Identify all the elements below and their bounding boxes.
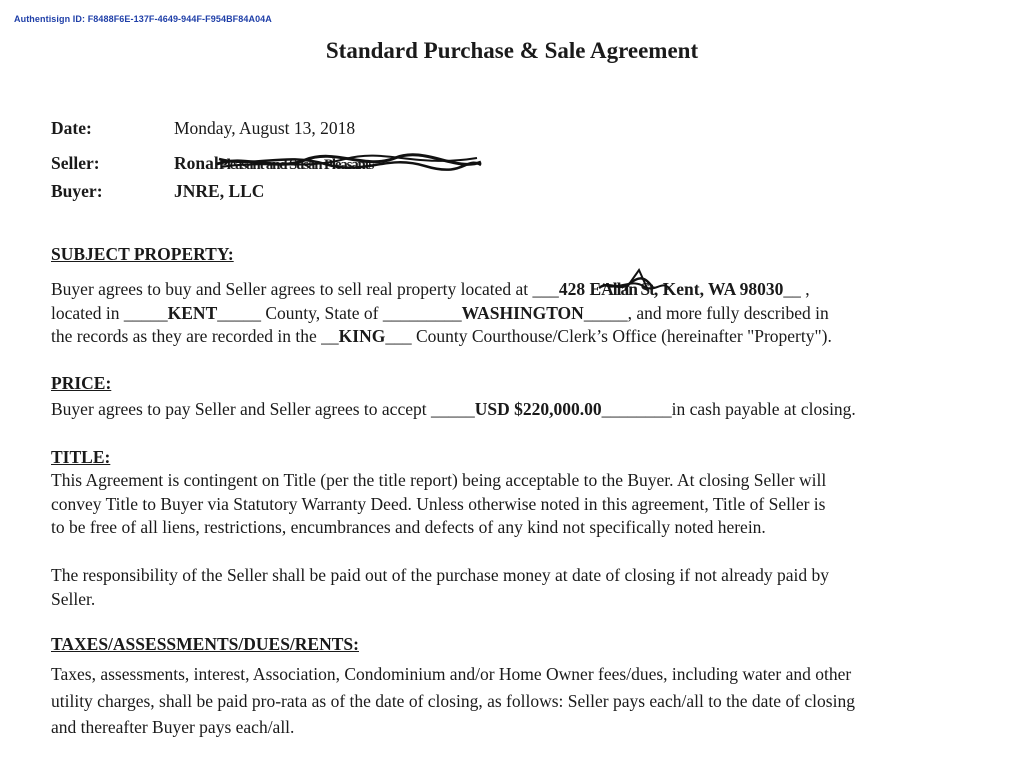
seller-redaction <box>219 153 373 174</box>
city-value: KENT <box>167 302 218 323</box>
subject-l2-c: _____, and more fully described in <box>583 302 829 323</box>
seller-label: Seller: <box>51 153 100 173</box>
taxes-l2: utility charges, shall be paid pro-rata as of the date of closing, as follows: Seller pays each/all to the date of closing <box>51 690 855 711</box>
price-text <box>51 398 981 422</box>
subject-line-3 <box>51 325 981 349</box>
title-p2-l1: The responsibility of the Seller shall be paid out of the purchase money at date of closing if not already paid by <box>51 565 830 585</box>
title-p1-l3: to be free of all liens, restrictions, encumbrances and defects of any kind not specifically noted herein. <box>51 517 766 537</box>
taxes-heading: TAXES/ASSESSMENTS/DUES/RENTS: <box>51 634 359 654</box>
price-amount: USD $220,000.00 <box>474 399 602 419</box>
title-p1-l2: convey Title to Buyer via Statutory Warranty Deed. Unless otherwise noted in this agreement, Title of Seller is <box>51 493 826 514</box>
subject-l2-a: located in _____ <box>51 302 168 323</box>
page-title: Standard Purchase & Sale Agreement <box>325 38 699 63</box>
subject-l3-b: ___ County Courthouse/Clerk’s Office (hereinafter "Property"). <box>385 326 832 346</box>
address-part-b: , Kent, WA 98030 <box>653 279 784 299</box>
subject-line-1 <box>51 278 981 302</box>
date-value: Monday, August 13, 2018 <box>174 118 356 138</box>
subject-line-2 <box>51 302 981 326</box>
buyer-value: JNRE, LLC <box>174 181 265 201</box>
title-heading: TITLE: <box>51 447 111 467</box>
county-value: KING <box>338 326 386 346</box>
price-l1-a: Buyer agrees to pay Seller and Seller agrees to accept _____ <box>51 399 475 419</box>
taxes-l3: and thereafter Buyer pays each/all. <box>51 717 295 737</box>
price-heading: PRICE: <box>51 373 112 393</box>
address-part-a: 428 E <box>558 279 602 299</box>
seller-redacted-text: Pleasant and Susan Pleasants <box>218 157 374 173</box>
subject-l3-a: the records as they are recorded in the __ <box>51 326 339 346</box>
subject-property-text <box>51 278 981 349</box>
subject-property-heading: SUBJECT PROPERTY: <box>51 244 234 264</box>
envelope-id: Authentisign ID: F8488F6E-137F-4649-944F-F954BF84A04A <box>14 14 272 24</box>
buyer-row <box>51 181 264 202</box>
date-label: Date: <box>51 118 92 138</box>
address-redacted-text: Allan St <box>601 279 654 299</box>
address-redaction <box>601 278 654 302</box>
subject-l1-a: Buyer agrees to buy and Seller agrees to sell real property located at ___ <box>51 279 559 299</box>
title-p2-l2: Seller. <box>51 588 96 609</box>
price-l1-b: ________in cash payable at closing. <box>601 399 856 419</box>
taxes-text <box>51 661 981 741</box>
seller-value: Ronal <box>174 153 219 173</box>
subject-l1-b: __ , <box>783 279 810 299</box>
title-p1-l1: This Agreement is contingent on Title (per the title report) being acceptable to the Buyer. At closing Seller will <box>51 470 827 490</box>
subject-l2-b: _____ County, State of _________ <box>217 302 462 323</box>
buyer-label: Buyer: <box>51 181 103 201</box>
state-value: WASHINGTON <box>461 302 584 323</box>
title-paragraph-2 <box>51 564 981 611</box>
seller-row <box>51 153 373 174</box>
taxes-l1: Taxes, assessments, interest, Association, Condominium and/or Home Owner fees/dues, including water and other <box>51 664 852 684</box>
date-row <box>51 118 355 139</box>
title-paragraph-1 <box>51 469 981 540</box>
